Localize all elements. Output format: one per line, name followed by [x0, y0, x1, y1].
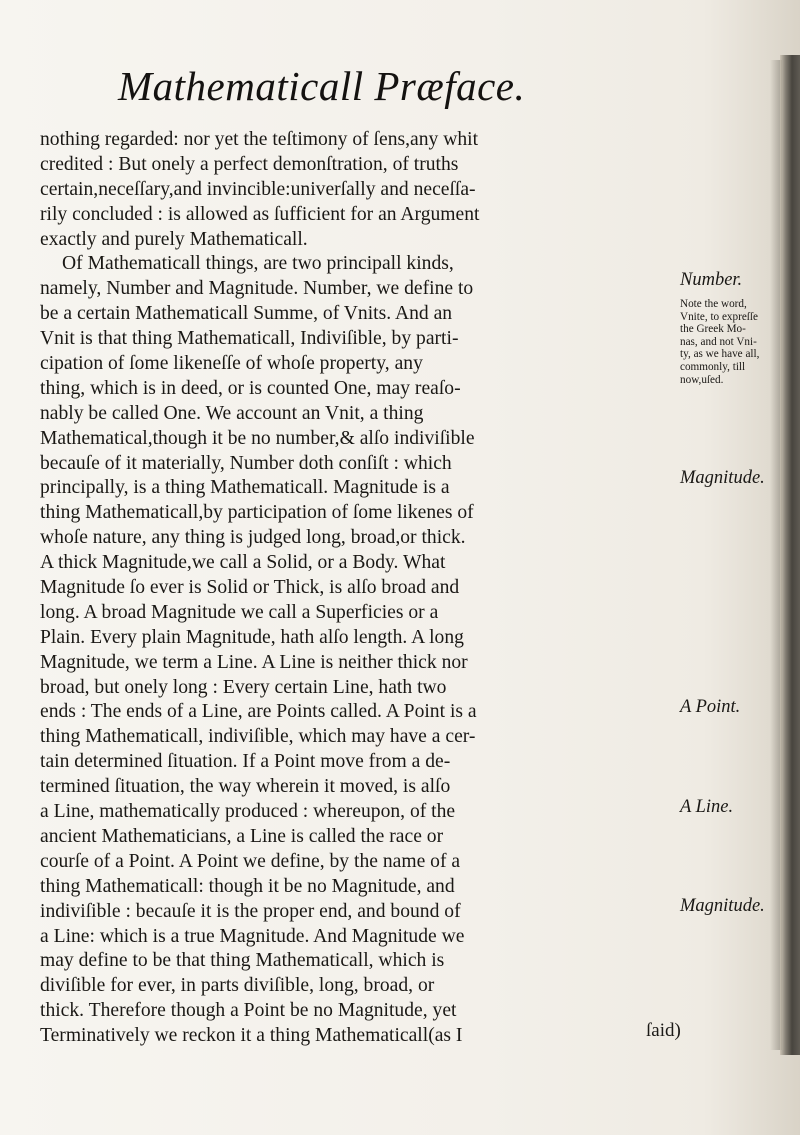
text-line: a Line, mathematically produced : whereupon, of the [40, 801, 456, 823]
text-line: long. A broad Magnitude we call a Superficies or a [40, 601, 439, 623]
text-line: nably be called One. We account an Vnit, a thing [40, 402, 424, 424]
text-line: tain determined ſituation. If a Point move from a de- [40, 751, 451, 773]
text-line: Mathematical,though it be no number,& alſo indiviſible [40, 427, 475, 449]
catchword: ſaid) [646, 1020, 681, 1041]
text-line: ancient Mathematicians, a Line is called the race or [40, 825, 444, 847]
marginal-note-line: Note the word, [680, 298, 747, 310]
marginal-heading-line: A Line. [680, 797, 734, 817]
text-line: Magnitude ſo ever is Solid or Thick, is alſo broad and [40, 577, 460, 599]
marginal-heading-magnitude: Magnitude. [680, 468, 765, 488]
marginal-heading-number: Number. [680, 270, 743, 290]
text-line: nothing regarded: nor yet the teſtimony of ſens,any whit [40, 129, 479, 150]
text-line: principally, is a thing Mathematicall. Magnitude is a [40, 477, 450, 499]
text-line: termined ſituation, the way wherein it moved, is alſo [40, 776, 451, 798]
marginal-note [680, 298, 780, 386]
text-line: whoſe nature, any thing is judged long, broad,or thick. [40, 527, 466, 549]
marginal-note-line: now,uſed. [680, 373, 724, 386]
text-line: Terminatively we reckon it a thing Mathematicall(as I [40, 1025, 463, 1047]
text-line: certain,neceſſary,and invincible:univerſally and neceſſa- [40, 178, 476, 200]
text-line: thing Mathematicall, indiviſible, which may have a cer- [40, 726, 476, 748]
text-line: thing Mathematicall: though it be no Magnitude, and [40, 875, 455, 897]
text-line: broad, but onely long : Every certain Line, hath two [40, 676, 447, 698]
text-line: indiviſible : becauſe it is the proper end, and bound of [40, 900, 461, 922]
text-line: thick. Therefore though a Point be no Magnitude, yet [40, 1000, 457, 1022]
book-binding [780, 55, 800, 1055]
text-line: ends : The ends of a Line, are Points called. A Point is a [40, 701, 477, 723]
text-line: may define to be that thing Mathematicall, which is [40, 950, 445, 972]
text-line: thing Mathematicall,by participation of ſome likenes of [40, 502, 474, 524]
text-line: becauſe of it materially, Number doth conſiſt : which [40, 452, 452, 474]
text-line: diviſible for ever, in parts diviſible, long, broad, or [40, 975, 435, 997]
text-line: exactly and purely Mathematicall. [40, 228, 308, 250]
text-line: namely, Number and Magnitude. Number, we define to [40, 278, 474, 300]
text-line: credited : But onely a perfect demonſtration, of truths [40, 153, 459, 175]
body-text [40, 128, 675, 1049]
marginal-note-line: Vnite, to expreſſe [680, 310, 758, 323]
text-line: Magnitude, we term a Line. A Line is neither thick nor [40, 651, 468, 673]
text-line: be a certain Mathematicall Summe, of Vnits. And an [40, 303, 453, 325]
text-line: courſe of a Point. A Point we define, by the name of a [40, 850, 461, 872]
text-line: a Line: which is a true Magnitude. And Magnitude we [40, 925, 465, 947]
text-line: cipation of ſome likeneſſe of whoſe property, any [40, 353, 423, 375]
text-line: Of Mathematicall things, are two principall kinds, [62, 253, 454, 275]
marginal-note-line: ty, as we have all, [680, 348, 760, 361]
marginal-heading-point: A Point. [680, 697, 741, 717]
text-line: Vnit is that thing Mathematicall, Indiviſible, by parti- [40, 328, 459, 350]
marginal-note-line: the Greek Mo- [680, 323, 746, 336]
text-line: thing, which is in deed, or is counted One, may reaſo- [40, 377, 461, 399]
marginal-heading-magnitude-2: Magnitude. [680, 896, 765, 916]
running-header: Mathematicall Præface. [118, 63, 526, 109]
text-line: Plain. Every plain Magnitude, hath alſo length. A long [40, 626, 464, 648]
text-line: rily concluded : is allowed as ſufficient for an Argument [40, 203, 480, 225]
marginal-note-line: nas, and not Vni- [680, 335, 757, 348]
marginal-note-line: commonly, till [680, 360, 746, 373]
text-line: A thick Magnitude,we call a Solid, or a Body. What [40, 552, 446, 574]
